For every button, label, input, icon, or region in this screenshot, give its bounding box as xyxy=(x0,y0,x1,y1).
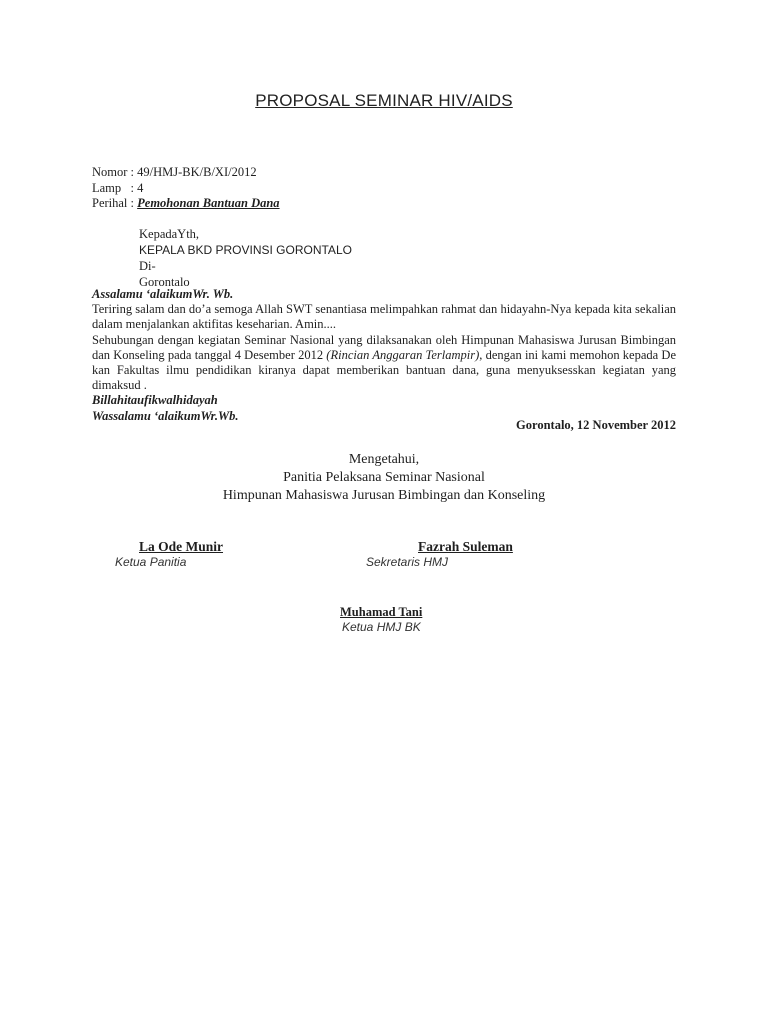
perihal-label: Perihal : xyxy=(92,196,138,210)
acknowledge-line-2: Panitia Pelaksana Seminar Nasional xyxy=(283,470,485,485)
signature-sekretaris xyxy=(366,539,513,569)
signature-role: Ketua HMJ BK xyxy=(342,620,421,634)
greeting: Assalamu ‘alaikumWr. Wb. xyxy=(92,287,234,301)
paragraph-2-text-a: Sehubungan dengan kegiatan Seminar Nasional yang dilaksanakan oleh Himpunan Mahasiswa Jurusan Bimbingan dan Konseling pada tanggal 4 Desember 2012 xyxy=(92,332,676,362)
acknowledgement-block xyxy=(0,451,768,505)
signature-ketua-hmj xyxy=(338,605,422,634)
closing-2: Wassalamu ‘alaikumWr.Wb. xyxy=(92,408,239,423)
recipient-address xyxy=(139,226,352,290)
letter-body xyxy=(92,287,676,424)
lamp-line: Lamp : 4 xyxy=(92,180,144,195)
signature-name: La Ode Munir xyxy=(139,539,224,554)
signature-name: Fazrah Suleman xyxy=(418,539,513,554)
paragraph-2-italic: (Rincian Anggaran Terlampir) xyxy=(326,347,480,362)
paragraph-2-text-b: , dengan ini kami memohon kepada De kan Fakultas ilmu pendidikan kiranya dapat memberikan bantuan dana, guna menyuksesskan kegiatan yang dimaksud . xyxy=(92,347,676,393)
acknowledge-line-1: Mengetahui, xyxy=(348,452,420,467)
signature-role: Ketua Panitia xyxy=(115,555,187,569)
signature-role: Sekretaris HMJ xyxy=(366,555,449,569)
signature-name: Muhamad Tani xyxy=(340,605,423,619)
acknowledge-line-3: Himpunan Mahasiswa Jurusan Bimbingan dan Konseling xyxy=(222,488,546,503)
nomor-line: Nomor : 49/HMJ-BK/B/XI/2012 xyxy=(92,165,257,179)
address-line-3: Di- xyxy=(139,259,156,273)
address-line-2: KEPALA BKD PROVINSI GORONTALO xyxy=(139,243,352,257)
address-line-1: KepadaYth, xyxy=(139,227,200,241)
perihal-value: Pemohonan Bantuan Dana xyxy=(137,196,280,210)
perihal-line xyxy=(92,196,280,212)
letter-date: Gorontalo, 12 November 2012 xyxy=(516,418,676,432)
letter-meta xyxy=(92,165,280,212)
closing-1: Billahitaufikwalhidayah xyxy=(92,393,218,408)
signature-ketua-panitia xyxy=(115,539,223,569)
paragraph-2 xyxy=(92,333,676,394)
paragraph-1: Teriring salam dan do’a semoga Allah SWT senantiasa melimpahkan rahmat dan hidayahn-Nya kepada kita sekalian dalam menjalankan aktifitas keseharian. Amin.... xyxy=(92,302,676,332)
document-title: PROPOSAL SEMINAR HIV/AIDS xyxy=(255,91,513,110)
address-line-4: Gorontalo xyxy=(139,275,190,289)
